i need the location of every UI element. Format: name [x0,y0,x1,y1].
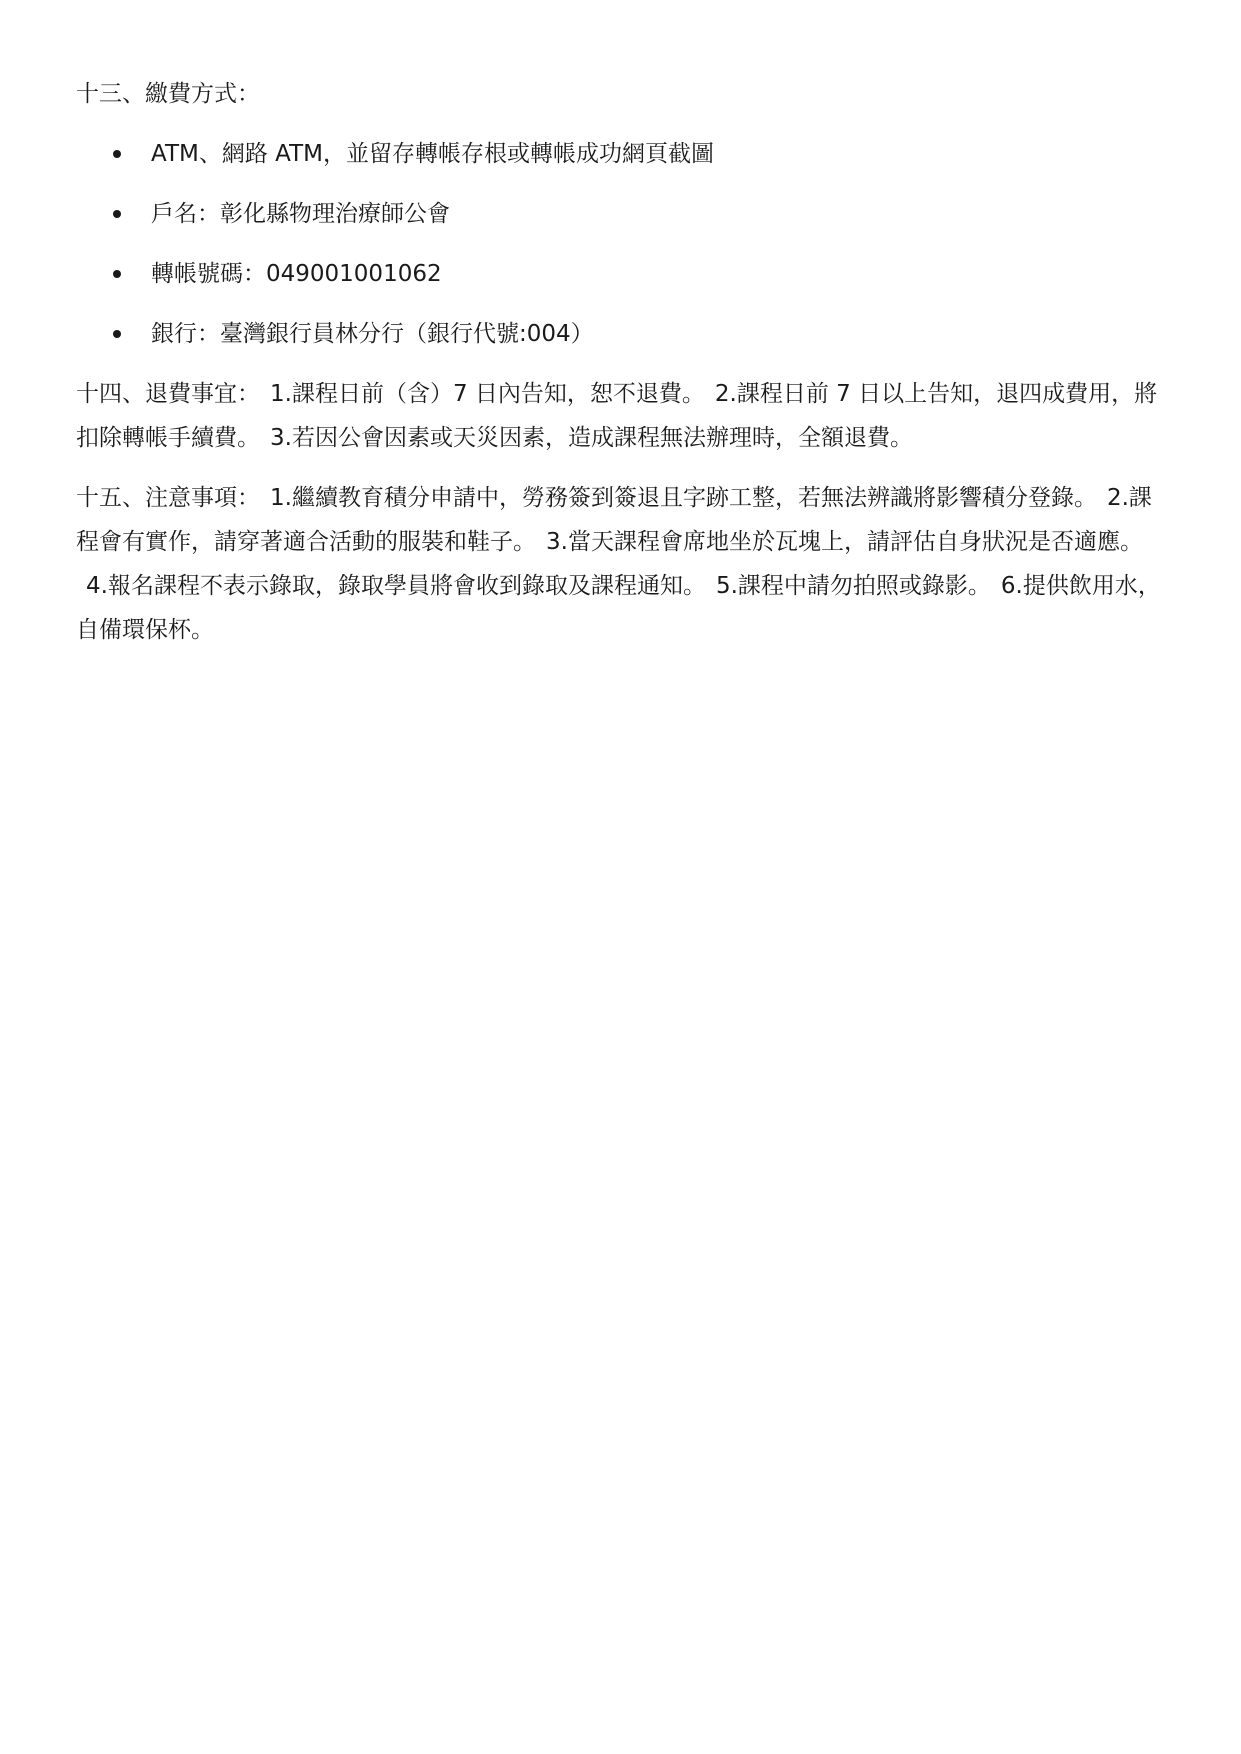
bank-name: 銀行：臺灣銀行員林分行（銀行代號:004） [151,321,594,347]
account-number: 轉帳號碼：049001001062 [151,261,442,287]
payment-method-atm: ATM、網路 ATM，並留存轉帳存根或轉帳成功網頁截圖 [151,141,714,167]
list-item [76,252,1166,296]
note-item-2: 2.課程會有實作，請穿著適合活動的服裝和鞋子。 [76,485,1152,555]
refund-item-2: 2.課程日前 7 日以上告知，退四成費用，將扣除轉帳手續費。 [76,381,1158,451]
list-item [76,192,1166,236]
note-item-6: 6.提供飲用水，自備環保杯。 [76,573,1161,643]
refund-item-1: 1.課程日前（含）7 日內告知，恕不退費。 [270,381,705,407]
note-item-1: 1.繼續教育積分申請中，勞務簽到簽退且字跡工整，若無法辨識將影響積分登錄。 [270,485,1097,511]
document-page [76,72,1166,652]
refund-item-3: 3.若因公會因素或天災因素，造成課程無法辦理時，全額退費。 [270,425,913,451]
section-14-refund [76,372,1166,460]
bullet-icon [113,210,121,218]
note-item-3: 3.當天課程會席地坐於瓦塊上，請評估自身狀況是否適應。 [546,529,1143,555]
payment-method-list [76,132,1166,356]
note-item-4: 4.報名課程不表示錄取，錄取學員將會收到錄取及課程通知。 [86,573,706,599]
section-13-heading: 十三、繳費方式： [76,81,260,107]
bullet-icon [113,330,121,338]
section-14-heading: 十四、退費事宜： [76,381,260,407]
section-15-heading: 十五、注意事項： [76,485,260,511]
bullet-icon [113,270,121,278]
section-15-notes [76,476,1166,652]
bullet-icon [113,150,121,158]
list-item [76,132,1166,176]
note-item-5: 5.課程中請勿拍照或錄影。 [715,573,991,599]
account-name: 戶名：彰化縣物理治療師公會 [151,201,450,227]
list-item [76,312,1166,356]
